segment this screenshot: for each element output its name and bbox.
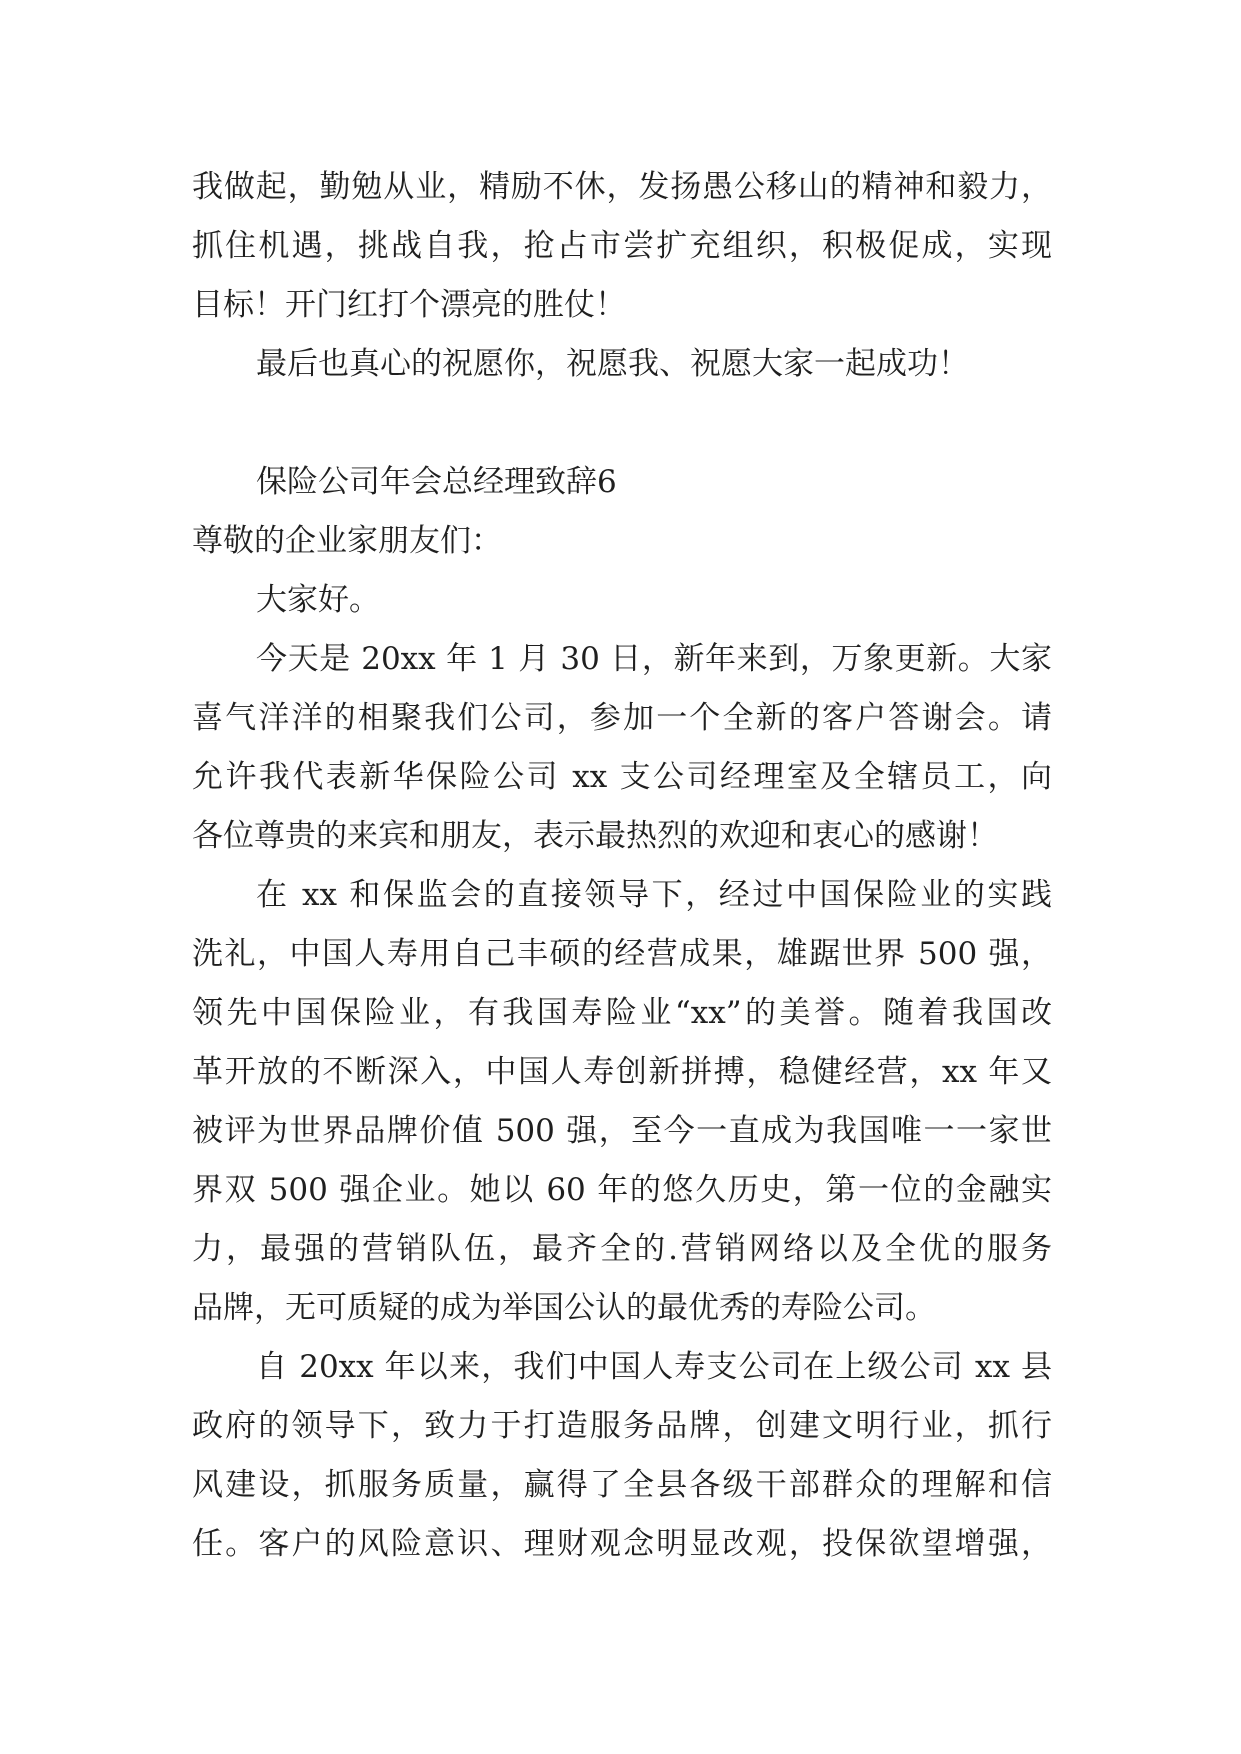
text-line: 界双 500 强企业。她以 60 年的悠久历史，第一位的金融实: [192, 1172, 1052, 1208]
text-line: 在 xx 和保监会的直接领导下，经过中国保险业的实践: [256, 877, 1052, 913]
text-line: 任。客户的风险意识、理财观念明显改观，投保欲望增强，: [192, 1526, 1052, 1562]
closing-wish-line: 最后也真心的祝愿你，祝愿我、祝愿大家一起成功！: [256, 346, 969, 382]
text-line: 我做起，勤勉从业，精励不休，发扬愚公移山的精神和毅力，: [192, 169, 1052, 205]
text-line: 自 20xx 年以来，我们中国人寿支公司在上级公司 xx 县: [256, 1349, 1052, 1385]
text-line: 各位尊贵的来宾和朋友，表示最热烈的欢迎和衷心的感谢！: [192, 818, 998, 854]
salutation: 尊敬的企业家朋友们：: [192, 523, 502, 559]
text-line: 今天是 20xx 年 1 月 30 日，新年来到，万象更新。大家: [256, 641, 1052, 677]
text-line: 政府的领导下，致力于打造服务品牌，创建文明行业，抓行: [192, 1408, 1052, 1444]
text-line: 洗礼，中国人寿用自己丰硕的经营成果，雄踞世界 500 强，: [192, 936, 1052, 972]
greeting: 大家好。: [256, 582, 380, 618]
text-line: 领先中国保险业，有我国寿险业“xx”的美誉。随着我国改: [192, 995, 1052, 1031]
text-line: 风建设，抓服务质量，赢得了全县各级干部群众的理解和信: [192, 1467, 1052, 1503]
section-title: 保险公司年会总经理致辞6: [256, 464, 617, 500]
text-line: 喜气洋洋的相聚我们公司，参加一个全新的客户答谢会。请: [192, 700, 1052, 736]
text-line: 革开放的不断深入，中国人寿创新拼搏，稳健经营，xx 年又: [192, 1054, 1052, 1090]
text-line: 力，最强的营销队伍，最齐全的.营销网络以及全优的服务: [192, 1231, 1052, 1267]
text-line: 品牌，无可质疑的成为举国公认的最优秀的寿险公司。: [192, 1290, 936, 1326]
text-line: 允许我代表新华保险公司 xx 支公司经理室及全辖员工，向: [192, 759, 1052, 795]
text-line: 被评为世界品牌价值 500 强，至今一直成为我国唯一一家世: [192, 1113, 1052, 1149]
text-line: 抓住机遇，挑战自我，抢占市尝扩充组织，积极促成，实现: [192, 228, 1052, 264]
text-line: 目标！开门红打个漂亮的胜仗！: [192, 287, 626, 323]
document-body: [192, 158, 1052, 1574]
blank-line: [192, 394, 1052, 453]
